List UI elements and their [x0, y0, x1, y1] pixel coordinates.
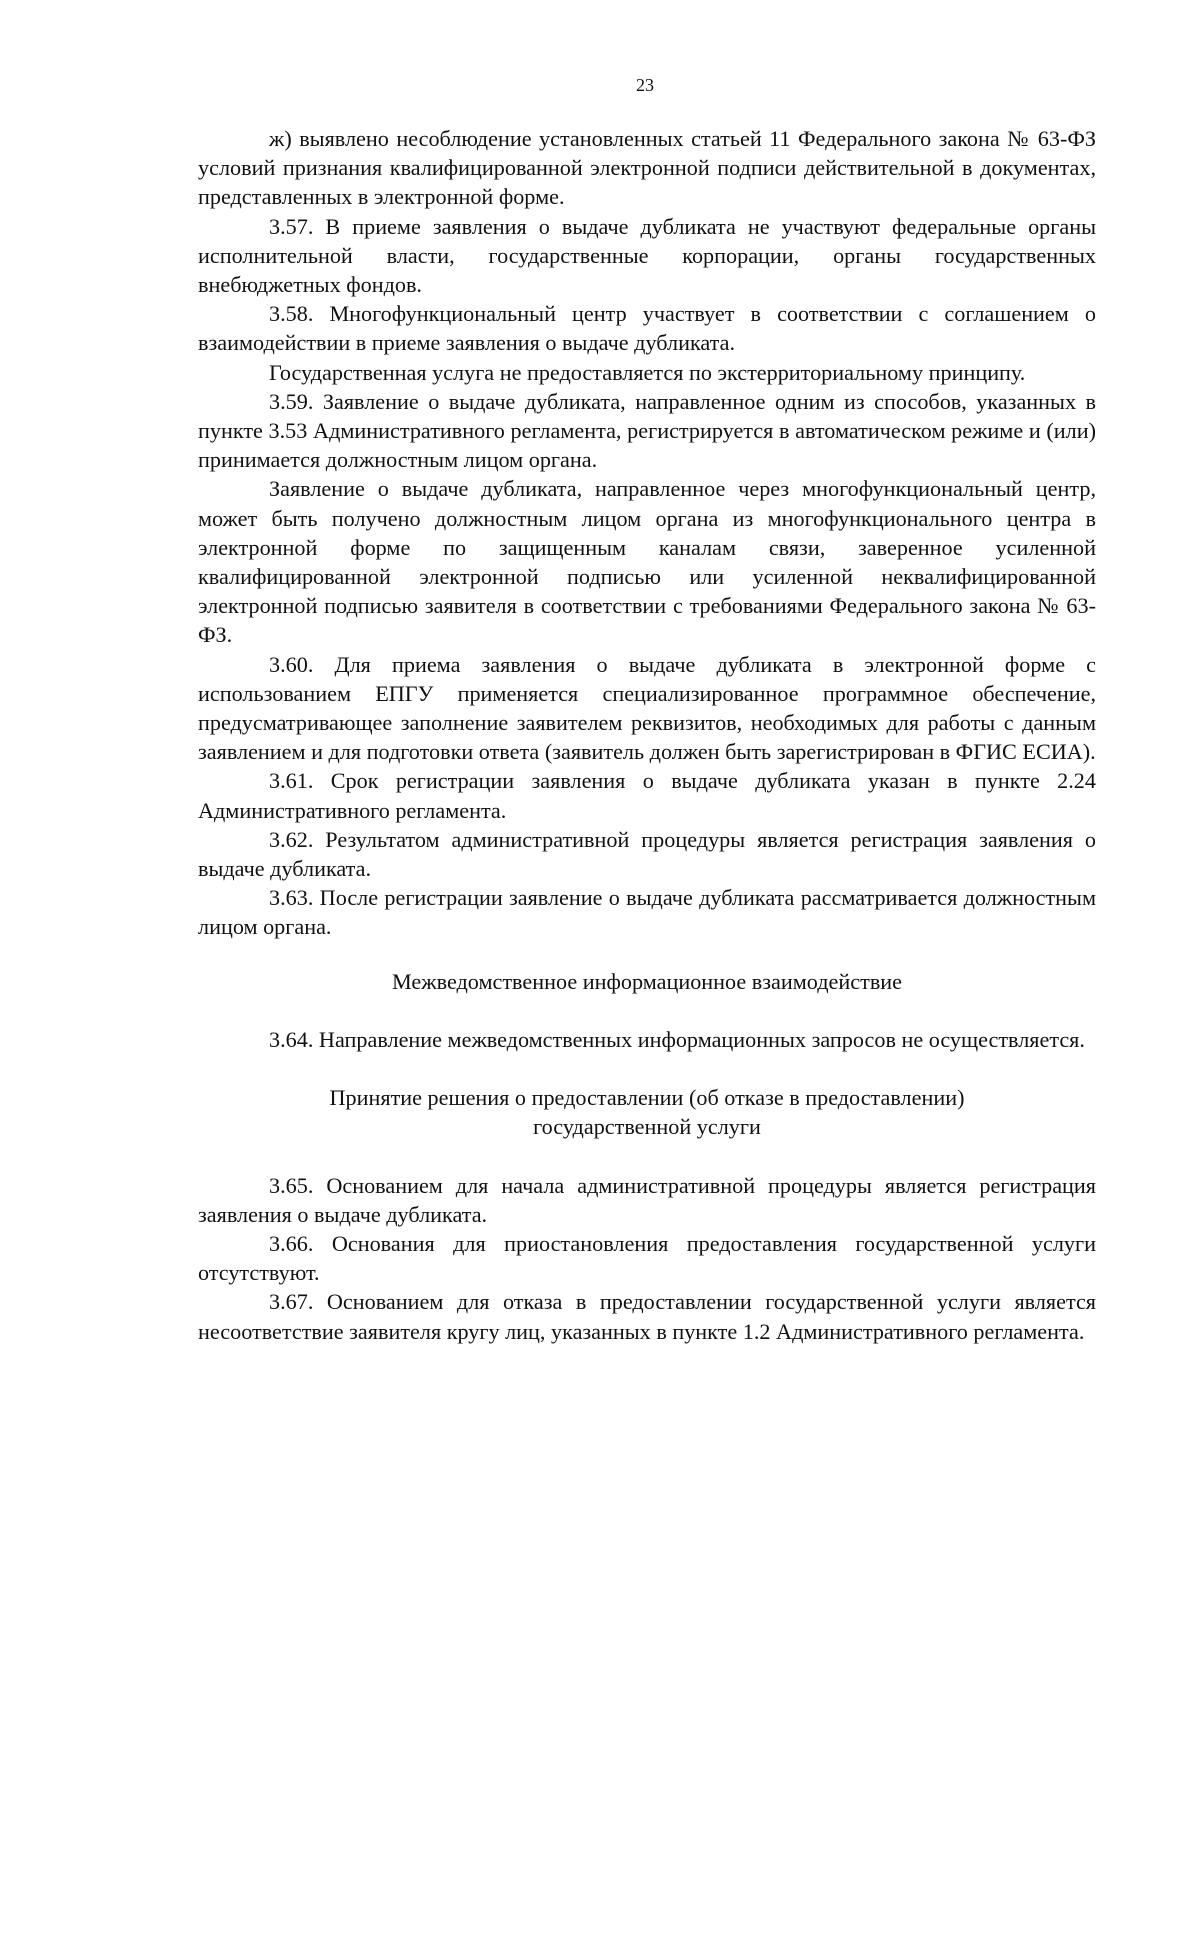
- paragraph-3-60: 3.60. Для приема заявления о выдаче дубликата в электронной форме с использованием ЕПГУ применяется специализированное программное обеспечение, предусматривающее заполнение заявителем реквизитов, необходимых для работы с данным заявлением и для подготовки ответа (заявитель должен быть зарегистрирован в ФГИС ЕСИА).: [198, 651, 1096, 765]
- paragraph-3-61: 3.61. Срок регистрации заявления о выдаче дубликата указан в пункте 2.24 Административного регламента.: [198, 768, 1096, 823]
- paragraph-3-58: 3.58. Многофункциональный центр участвует в соответствии с соглашением о взаимодействии в приеме заявления о выдаче дубликата.: [198, 301, 1096, 356]
- paragraph-3-62: 3.62. Результатом административной процедуры является регистрация заявления о выдаче дубликата.: [198, 826, 1096, 882]
- section-heading-decision-line2: государственной услуги: [533, 1114, 761, 1140]
- paragraph-3-57: 3.57. В приеме заявления о выдаче дубликата не участвуют федеральные органы исполнительной власти, государственные корпорации, органы государственных внебюджетных фондов.: [198, 213, 1096, 298]
- section-heading-interagency: Межведомственное информационное взаимодействие: [391, 968, 903, 994]
- paragraph-3-65: 3.65. Основанием для начала административной процедуры является регистрация заявления о выдаче дубликата.: [198, 1172, 1096, 1227]
- document-body: [198, 124, 1096, 1346]
- paragraph-item-zh: ж) выявлено несоблюдение установленных статьей 11 Федерального закона № 63-ФЗ условий признания квалифицированной электронной подписи действительной в документах, представленных в электронной форме.: [198, 126, 1096, 210]
- section-heading-decision: [198, 1083, 1096, 1141]
- paragraph-3-63: 3.63. После регистрации заявление о выдаче дубликата рассматривается должностным лицом органа.: [198, 885, 1096, 940]
- page-number: 23: [636, 75, 654, 95]
- paragraph-mfc-application: Заявление о выдаче дубликата, направленное через многофункциональный центр, может быть получено должностным лицом органа из многофункционального центра в электронной форме по защищенным каналам связи, заверенное усиленной квалифицированной электронной подписью или усиленной неквалифицированной электронной подписью заявителя в соответствии с требованиями Федерального закона № 63-ФЗ.: [198, 476, 1096, 648]
- paragraph-3-66: 3.66. Основания для приостановления предоставления государственной услуги отсутствуют.: [198, 1230, 1096, 1286]
- paragraph-3-67: 3.67. Основанием для отказа в предоставлении государственной услуги является несоответствие заявителя кругу лиц, указанных в пункте 1.2 Административного регламента.: [198, 1289, 1096, 1344]
- paragraph-3-64: 3.64. Направление межведомственных информационных запросов не осуществляется.: [269, 1026, 1085, 1052]
- paragraph-3-59: 3.59. Заявление о выдаче дубликата, направленное одним из способов, указанных в пункте 3.53 Административного регламента, регистрируется в автоматическом режиме и (или) принимается должностным лицом органа.: [198, 388, 1096, 473]
- paragraph-extraterritorial: Государственная услуга не предоставляется по экстерриториальному принципу.: [269, 359, 1026, 385]
- section-heading-decision-line1: Принятие решения о предоставлении (об отказе в предоставлении): [329, 1085, 965, 1111]
